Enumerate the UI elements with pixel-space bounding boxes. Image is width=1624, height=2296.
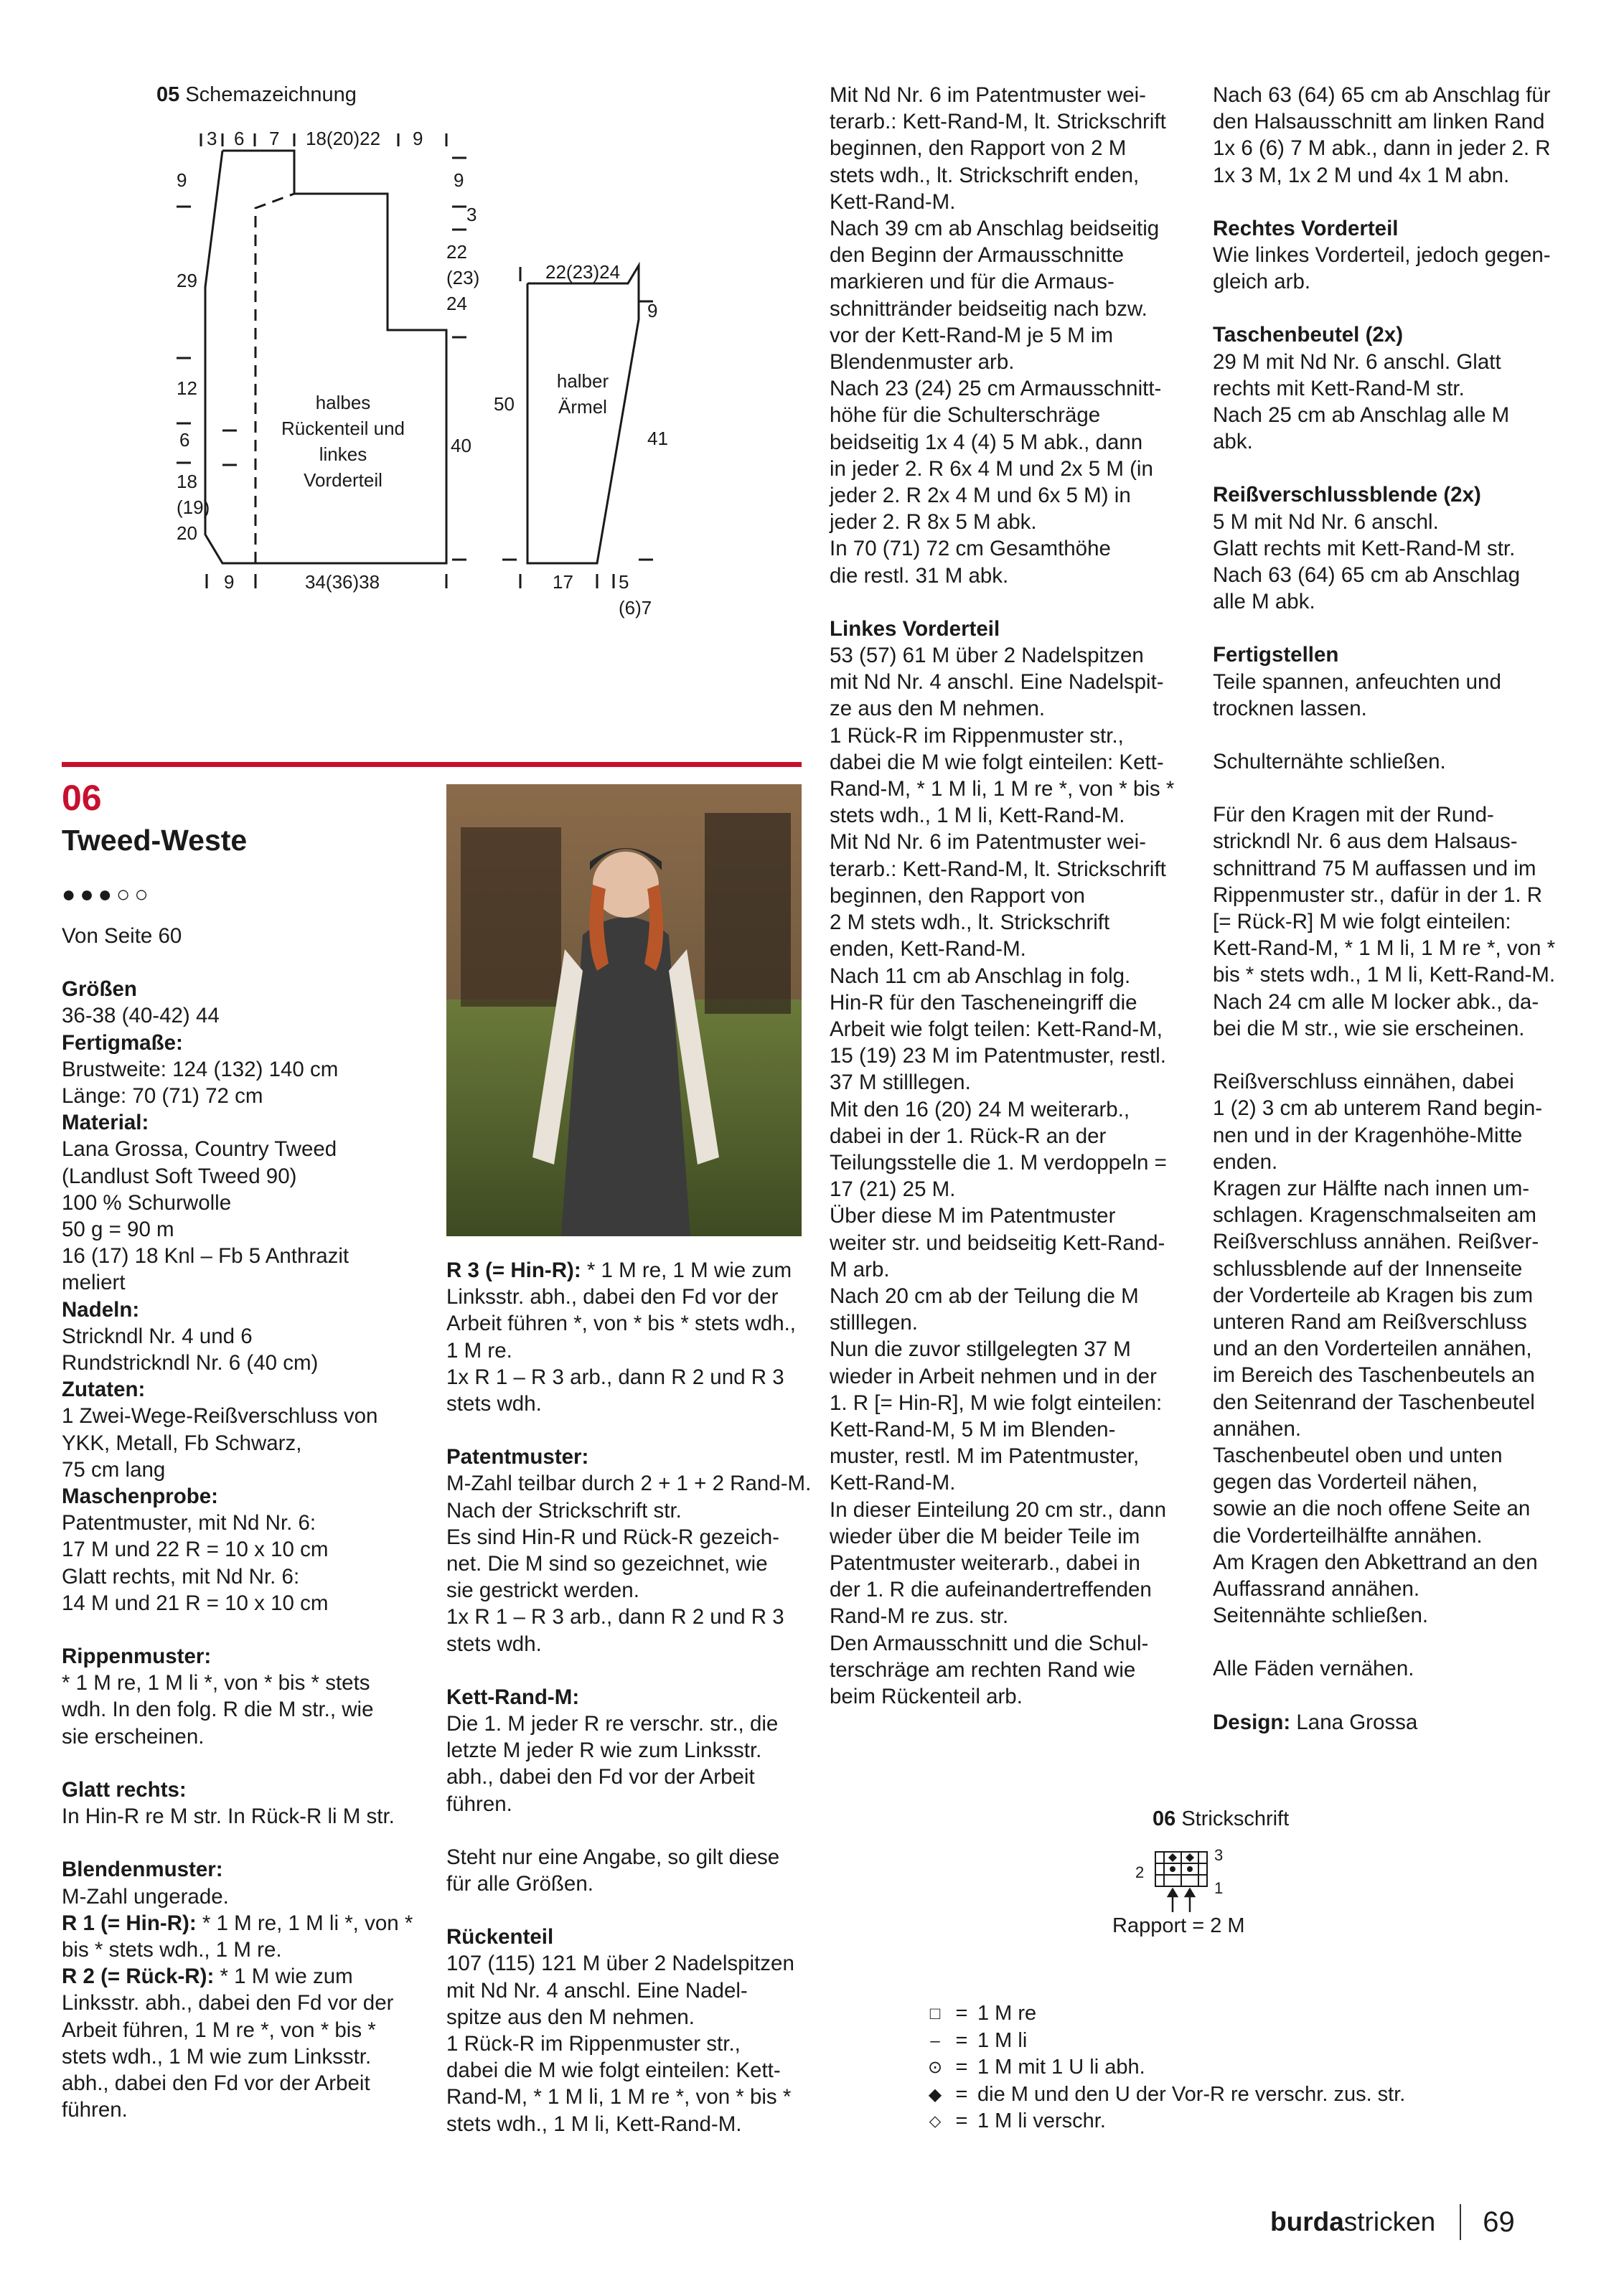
paragraph: Für den Kragen mit der Rund- strickndl Nr. 6 aus dem Halsaus- schnittrand 75 M auffassen und im Rippenmuster str., dafür in der 1. R [= Rück-R] M wie folgt einteilen: Kett-Rand-M, * 1 M li, 1 M re *, von * bis * stets wdh., 1 M li, Kett-Rand-M. Nach 24 cm alle M locker abk., da- bei die M str., wie sie erscheinen.: [1213, 803, 1556, 1040]
paragraph-text: * 1 M re, 1 M li *, von * bis * stets wdh., 1 M re.: [62, 1911, 413, 1962]
legend-row: [924, 2108, 1405, 2135]
paragraph: Wie linkes Vorderteil, jedoch gegen- gleich arb.: [1213, 243, 1551, 294]
subheading: Rechtes Vorderteil: [1213, 216, 1399, 240]
paragraph: 107 (115) 121 M über 2 Nadelspitzen mit Nd Nr. 4 anschl. Eine Nadel- spitze aus den M nehmen. 1 Rück-R im Rippenmuster str., dabei die M wie folgt einteilen: Kett- Rand-M, * 1 M li, 1 M re *, von * bis * stets wdh., 1 M li, Kett-Rand-M.: [446, 1952, 794, 2136]
paragraph-gap: [1213, 722, 1586, 748]
chart-row-1: 1: [1214, 1879, 1224, 1897]
magazine-brand: burdastricken: [1270, 2207, 1436, 2236]
schema-left-dim-2: 29: [177, 270, 197, 291]
paragraph: Mit Nd Nr. 6 im Patentmuster wei- terarb.: Kett-Rand-M, lt. Strickschrift beginnen, den Rapport von 2 M stets wdh., lt. Strickschrift enden, Kett-Rand-M. Nach 39 cm ab Anschlag beidseitig den Beginn der Armausschnitte markieren und für die Armaus- schnittränder beidseitig nach bzw. vor der Kett-Rand-M je 5 M im Blendenmuster arb. Nach 23 (24) 25 cm Armausschnitt- höhe für die Schulterschräge beidseitig 1x 4 (4) 5 M abk., dann in jeder 2. R 6x 4 M und 2x 5 M (in jeder 2. R 2x 4 M und 6x 5 M) in jeder 2. R 8x 5 M abk. In 70 (71) 72 cm Gesamthöhe die restl. 31 M abk.: [830, 83, 1166, 588]
page-number: 69: [1483, 2206, 1515, 2238]
equals-sign: =: [955, 2002, 968, 2025]
text-column-3: [830, 82, 1203, 1710]
section-title: Tweed-Weste: [62, 824, 248, 857]
legend-text: 1 M li verschr.: [977, 2109, 1106, 2132]
schema-sleeve-left: 50: [494, 393, 515, 415]
subheading: Fertigmaße:: [62, 1030, 183, 1055]
paragraph-gap: [62, 1830, 435, 1856]
filled-diamond-icon: ◆: [928, 2084, 942, 2104]
paragraph-label: R 1 (= Hin-R):: [62, 1911, 197, 1935]
paragraph-gap: [1213, 1629, 1586, 1655]
subheading: Blendenmuster:: [62, 1858, 223, 1882]
paragraph-gap: [62, 949, 435, 976]
legend-text: 1 M li: [977, 2028, 1028, 2052]
schema-top-dim-1: 3: [207, 128, 217, 149]
schema-right-dim-4: 40: [451, 435, 471, 456]
paragraph: * 1 M re, 1 M li *, von * bis * stets wdh. In den folg. R die M str., wie sie erscheinen.: [62, 1671, 374, 1749]
legend-text: 1 M mit 1 U li abh.: [977, 2056, 1145, 2079]
paragraph: 36-38 (40-42) 44: [62, 1004, 220, 1028]
schema-right-dim-1: 9: [454, 169, 464, 191]
paragraph-text: Lana Grossa: [1290, 1710, 1418, 1734]
schema-bottom-dim-1: 9: [224, 571, 235, 593]
schema-top-dim-3: 7: [269, 128, 280, 149]
subheading: Maschenprobe:: [62, 1485, 219, 1509]
subheading: Glatt rechts:: [62, 1777, 187, 1802]
schema-bottom-dim-2: 34(36)38: [305, 571, 380, 593]
paragraph: Lana Grossa, Country Tweed (Landlust Soft Tweed 90) 100 % Schurwolle 50 g = 90 m 16 (17) 18 Knl – Fb 5 Anthrazit meliert: [62, 1137, 349, 1295]
strickschrift-chart: [1105, 1840, 1277, 1955]
equals-sign: =: [955, 2082, 968, 2106]
paragraph: M-Zahl ungerade.: [62, 1884, 229, 1909]
subheading: Zutaten:: [62, 1378, 146, 1402]
paragraph: Von Seite 60: [62, 924, 182, 948]
empty-square-icon: □: [929, 2004, 941, 2023]
schema-left-dim-4: 6: [179, 429, 190, 451]
paragraph: 53 (57) 61 M über 2 Nadelspitzen mit Nd Nr. 4 anschl. Eine Nadelspit- ze aus den M nehmen. 1 Rück-R im Rippenmuster str., dabei die M wie folgt einteilen: Kett- Rand-M, * 1 M li, 1 M re *, von * bis * stets wdh., 1 M li, Kett-Rand-M. Mit Nd Nr. 6 im Patentmuster wei- terarb.: Kett-Rand-M, lt. Strickschrift beginnen, den Rapport von 2 M stets wdh., lt. Strickschrift enden, Kett-Rand-M. Nach 11 cm ab Anschlag in folg. Hin-R für den Tascheneingriff die Arbeit wie folgt teilen: Kett-Rand-M, 15 (19) 23 M im Patentmuster, restl. 37 M stilllegen. Mit den 16 (20) 24 M weiterarb., dabei in der 1. Rück-R an der Teilungsstelle die 1. M verdoppeln = 17 (21) 25 M. Über diese M im Patentmuster weiter str. und beidseitig Kett-Rand- M arb. Nach 20 cm ab der Teilung die M stilllegen. Nun die zuvor stillgelegten 37 M wieder in Arbeit nehmen und in der 1. R [= Hin-R], M wie folgt einteilen: Kett-Rand-M, 5 M im Blenden- muster, restl. M im Patentmuster, Kett-Rand-M. In dieser Einteilung 20 cm str., dann wieder über die M beider Teile im Patentmuster weiterarb., dabei in der 1. R die aufeinandertreffenden Rand-M re zus. str. Den Armausschnitt und die Schul- terschräge am rechten Rand wie beim Rückenteil arb.: [830, 644, 1175, 1708]
paragraph-gap: [446, 1417, 820, 1444]
paragraph-gap: [446, 1657, 820, 1684]
paragraph-gap: [446, 1897, 820, 1924]
paragraph: Steht nur eine Angabe, so gilt diese für alle Größen.: [446, 1845, 780, 1896]
legend-row: [924, 2081, 1405, 2109]
paragraph-gap: [62, 1750, 435, 1777]
labeled-paragraph: [1213, 1709, 1586, 1736]
legend-row: [924, 2028, 1405, 2055]
paragraph-gap: [446, 1817, 820, 1844]
schema-right-dim-2: 3: [466, 204, 477, 225]
schema-body-label: halbes Rückenteil und linkes Vorderteil: [281, 392, 405, 491]
subheading: Reißverschlussblende (2x): [1213, 483, 1481, 507]
body-outline: [205, 151, 446, 563]
legend-row: [924, 2054, 1405, 2081]
paragraph-label: Design:: [1213, 1710, 1291, 1734]
text-column-1: [62, 923, 435, 2123]
schema-top-dim-5: 9: [413, 128, 423, 149]
paragraph: Teile spannen, anfeuchten und trocknen lassen.: [1213, 669, 1501, 720]
paragraph: Nach 63 (64) 65 cm ab Anschlag für den Halsausschnitt am linken Rand 1x 6 (6) 7 M abk., dann in jeder 2. R 1x 3 M, 1x 2 M und 4x 1 M abn.: [1213, 83, 1551, 187]
paragraph-gap: [1213, 1683, 1586, 1709]
subheading: Linkes Vorderteil: [830, 616, 1000, 641]
front-dashed-line: [255, 194, 294, 563]
schema-sleeve-bottom-right: 5 (6)7: [619, 571, 652, 618]
paragraph: Brustweite: 124 (132) 140 cm Länge: 70 (71) 72 cm: [62, 1057, 339, 1109]
schema-sleeve-top: 22(23)24: [545, 261, 621, 283]
paragraph-label: R 3 (= Hin-R):: [446, 1258, 581, 1282]
paragraph: Reißverschluss einnähen, dabei 1 (2) 3 cm ab unterem Rand begin- nen und in der Kragenhöhe-Mitte enden. Kragen zur Hälfte nach innen um- schlagen. Kragenschmalseiten am Reißverschluss annähen. Reißver- schlussblende auf der Innenseite der Vorderteile ab Kragen bis zum unteren Rand am Reißverschluss und an den Vorderteilen annähen, im Bereich des Taschenbeutels an den Seitenrand der Taschenbeutel annähen. Taschenbeutel oben und unten gegen das Vorderteil nähen, sowie an die noch offene Seite an die Vorderteilhälfte annähen. Am Kragen den Abkettrand an den Auffassrand annähen. Seitennähte schließen.: [1213, 1070, 1543, 1628]
paragraph-gap: [830, 589, 1203, 616]
paragraph-gap: [1213, 455, 1586, 481]
schema-left-dim-1: 9: [177, 169, 187, 191]
labeled-paragraph: [446, 1257, 820, 1364]
paragraph: Patentmuster, mit Nd Nr. 6: 17 M und 22 R = 10 x 10 cm Glatt rechts, mit Nd Nr. 6: 14 M und 21 R = 10 x 10 cm: [62, 1511, 329, 1615]
chart-row-3: 3: [1214, 1846, 1224, 1864]
paragraph: Schulternähte schließen.: [1213, 750, 1446, 774]
subheading: Größen: [62, 977, 137, 1002]
paragraph-gap: [1213, 1042, 1586, 1068]
equals-sign: =: [955, 2109, 968, 2132]
schema-label: 05 Schemazeichnung: [156, 83, 357, 106]
footer-divider: [1460, 2204, 1461, 2240]
page-footer: [1270, 2204, 1515, 2240]
paragraph-label: R 2 (= Rück-R):: [62, 1965, 215, 1989]
subheading: Fertigstellen: [1213, 643, 1339, 667]
subheading: Patentmuster:: [446, 1445, 589, 1469]
section-number: 06: [62, 778, 102, 818]
paragraph: 1x R 1 – R 3 arb., dann R 2 und R 3 stets wdh.: [446, 1365, 784, 1416]
paragraph: Alle Fäden vernähen.: [1213, 1657, 1414, 1681]
section-rule: [62, 762, 802, 767]
difficulty-rating: ●●●○○: [62, 881, 153, 907]
paragraph: 29 M mit Nd Nr. 6 anschl. Glatt rechts mit Kett-Rand-M str. Nach 25 cm ab Anschlag alle M abk.: [1213, 349, 1510, 454]
strickschrift-label: 06 Strickschrift: [1153, 1807, 1290, 1830]
labeled-paragraph: [62, 1910, 435, 1963]
symbol-legend: [924, 2000, 1405, 2135]
paragraph-text: * 1 M wie zum Linksstr. abh., dabei den Fd vor der Arbeit führen, 1 M re *, von * bis * stets wdh., 1 M wie zum Linksstr. abh., dabei den Fd vor der Arbeit führen.: [62, 1965, 394, 2122]
paragraph-gap: [1213, 775, 1586, 801]
schema-sleeve-bottom: 17: [553, 571, 573, 593]
legend-text: die M und den U der Vor-R re verschr. zus. str.: [977, 2082, 1406, 2106]
open-diamond-icon: ⬦: [929, 2112, 942, 2131]
paragraph: 1 Zwei-Wege-Reißverschluss von YKK, Metall, Fb Schwarz, 75 cm lang: [62, 1404, 378, 1482]
labeled-paragraph: [62, 1963, 435, 2123]
schema-top-dim-2: 6: [234, 128, 245, 149]
paragraph-gap: [1213, 615, 1586, 641]
schema-sleeve-right: 41: [647, 428, 668, 449]
dotted-circle-icon: ⊙: [927, 2058, 943, 2077]
legend-row: [924, 2000, 1405, 2028]
paragraph: Strickndl Nr. 4 und 6 Rundstrickndl Nr. 6 (40 cm): [62, 1324, 319, 1375]
equals-sign: =: [955, 2056, 968, 2079]
paragraph-gap: [1213, 189, 1586, 215]
paragraph: M-Zahl teilbar durch 2 + 1 + 2 Rand-M. Nach der Strickschrift str. Es sind Hin-R und Rück-R gezeich- net. Die M sind so gezeichnet, wie sie gestrickt werden. 1x R 1 – R 3 arb., dann R 2 und R 3 stets wdh.: [446, 1472, 812, 1656]
subheading: Nadeln:: [62, 1297, 140, 1322]
schema-left-dim-5: 18 (19) 20: [177, 471, 210, 544]
subheading: Taschenbeutel (2x): [1213, 323, 1404, 347]
text-column-2: [446, 1257, 820, 2137]
paragraph: In Hin-R re M str. In Rück-R li M str.: [62, 1805, 395, 1829]
paragraph-gap: [62, 1617, 435, 1643]
paragraph-gap: [1213, 295, 1586, 321]
schema-sleeve-right-top: 9: [647, 300, 658, 321]
schema-sleeve-label: halber Ärmel: [556, 370, 609, 418]
paragraph: Die 1. M jeder R re verschr. str., die letzte M jeder R wie zum Linksstr. abh., dabei den Fd vor der Arbeit führen.: [446, 1712, 779, 1816]
rapport-label: Rapport = 2 M: [1112, 1914, 1245, 1937]
schema-right-dim-3: 22 (23) 24: [446, 241, 480, 314]
legend-text: 1 M re: [977, 2002, 1037, 2025]
model-photo: [446, 784, 802, 1236]
subheading: Material:: [62, 1111, 149, 1135]
text-column-4: [1213, 82, 1586, 1736]
paragraph-text: * 1 M re, 1 M wie zum Linksstr. abh., dabei den Fd vor der Arbeit führen *, von * bis * stets wdh., 1 M re.: [446, 1258, 796, 1363]
dash-icon: –: [930, 2031, 940, 2051]
subheading: Kett-Rand-M:: [446, 1685, 580, 1709]
schema-left-dim-3: 12: [177, 377, 197, 399]
subheading: Rückenteil: [446, 1925, 554, 1949]
paragraph: 5 M mit Nd Nr. 6 anschl. Glatt rechts mit Kett-Rand-M str. Nach 63 (64) 65 cm ab Anschlag alle M abk.: [1213, 509, 1520, 614]
subheading: Rippenmuster:: [62, 1645, 212, 1669]
schema-drawing: [151, 115, 696, 631]
chart-row-2: 2: [1135, 1863, 1145, 1881]
schema-top-dim-4: 18(20)22: [306, 128, 381, 149]
equals-sign: =: [955, 2028, 968, 2052]
